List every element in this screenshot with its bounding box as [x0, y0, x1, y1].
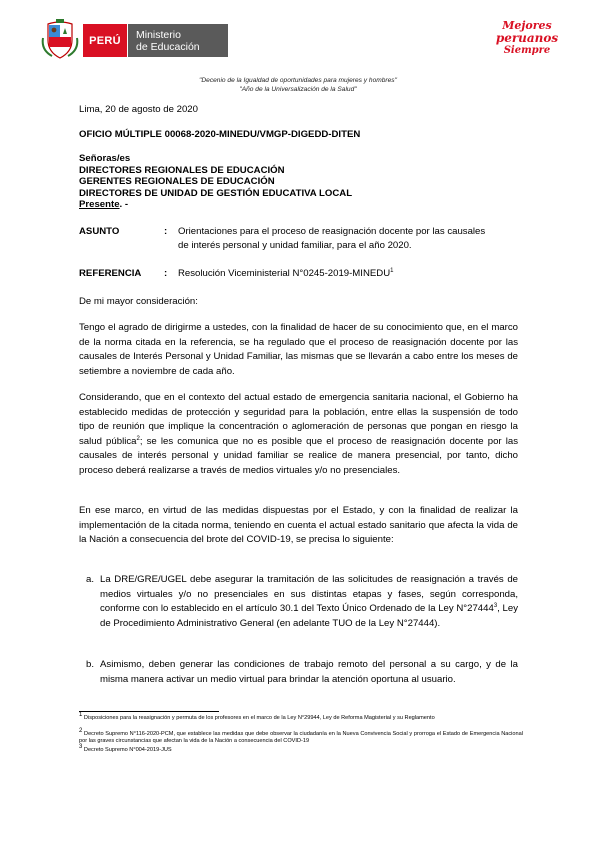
footnote-number: 3: [79, 744, 83, 751]
list-item-a-part-2: , Ley de Procedimiento Administrativo General (en adelante TUO de la Ley N°27444).: [100, 603, 518, 629]
footnote-1: [79, 712, 523, 722]
paragraph-1: Tengo el agrado de dirigirme a ustedes, con la finalidad de hacer de su conocimiento que, en el marco de la norma citada en la referencia, se ha regulado que el proceso de reasignación docente por las causales de Interés Personal y Unidad Familiar, las mismas que se llevarán a cabo entre los meses de setiembre a noviembre de cada año.: [79, 322, 518, 377]
ministry-brand-label: [128, 24, 228, 57]
asunto-line-2: de interés personal y unidad familiar, para el año 2020.: [178, 240, 412, 251]
logo-line-2: peruanos: [495, 31, 559, 45]
recipient-line: Señoras/es: [79, 153, 131, 164]
asunto-text: [178, 225, 523, 253]
list-item-a-part-1: La DRE/GRE/UGEL debe asegurar la tramitación de las solicitudes de reasignación a través de medios virtuales y/o no presenciales en sus distintas etapas y fases, según corresponda, conforme con lo establecido en el artículo 30.1 del Texto Único Ordenado de la Ley N°27444: [100, 574, 518, 615]
decade-line-1: "Decenio de la Igualdad de oportunidades para mujeres y hombres": [199, 77, 397, 84]
ministry-line-1: Ministerio: [136, 28, 181, 41]
recipient-line: DIRECTORES DE UNIDAD DE GESTIÓN EDUCATIVA LOCAL: [79, 187, 353, 199]
footnote-number: 2: [79, 728, 83, 735]
presente-suffix: . -: [119, 199, 129, 211]
mejores-peruanos-logo: [494, 20, 560, 62]
footnote-divider: [79, 711, 219, 712]
footnote-ref: 1: [390, 267, 394, 274]
asunto-line-1: Orientaciones para el proceso de reasignación docente por las causales: [178, 226, 486, 237]
logo-line-3: Siempre: [503, 45, 551, 56]
footnote-2: [79, 728, 523, 745]
list-marker-a: a.: [86, 574, 95, 585]
footnote-text: Disposiciones para la reasignación y permuta de los profesores en el marco de la Ley N°29944, Ley de Reforma Magisterial y su Reglamento: [83, 715, 435, 721]
asunto-colon: :: [164, 226, 168, 237]
recipients-block: [79, 153, 352, 211]
list-item-b: Asimismo, deben generar las condiciones de trabajo remoto del personal a su cargo, y de la misma manera activar un medio virtual para brindar la atención oportuna al usuario.: [100, 659, 518, 685]
paragraph-2-part-b: ; se les comunica que no es posible que el proceso de reasignación docente por las causales de interés personal y unidad familiar se realice de manera presencial, por tanto, dicho proceso deberá realizarse a través de medios virtuales y/o no presenciales.: [79, 435, 518, 476]
footnote-ref: 3: [493, 603, 498, 609]
ministry-line-2: de Educación: [136, 40, 200, 53]
presente-word: Presente: [79, 199, 120, 211]
referencia-text: [178, 267, 394, 281]
footnote-ref: 2: [136, 435, 140, 442]
paragraph-2-part-a: Considerando, que en el contexto del actual estado de emergencia sanitaria nacional, el Gobierno ha establecido medidas de protección y seguridad para la población, entre ellas la suspensión de todo tipo de reunión que implique la concentración o aglomeración de personas que pongan en riesgo la salud pública: [79, 392, 518, 447]
decade-motto: [0, 76, 596, 94]
list-item-a: [100, 573, 518, 631]
referencia-label: REFERENCIA: [79, 268, 142, 279]
greeting: De mi mayor consideración:: [79, 296, 198, 307]
footnote-number: 1: [79, 712, 83, 719]
paragraph-2: [79, 391, 518, 479]
referencia-value: Resolución Viceministerial N°0245-2019-MINEDU: [178, 268, 391, 279]
paragraph-3: En ese marco, en virtud de las medidas dispuestas por el Estado, y con la finalidad de realizar la implementación de la citada norma, teniendo en cuenta el actual estado sanitario que afecta la vida de la Nación a consecuencia del brote del COVID-19, se precisa lo siguiente:: [79, 505, 518, 546]
footnote-text: Decreto Supremo N°004-2019-JUS: [83, 747, 172, 753]
referencia-colon: :: [164, 268, 168, 279]
place-date: Lima, 20 de agosto de 2020: [79, 104, 198, 115]
list-marker-b: b.: [86, 659, 95, 670]
oficio-number: OFICIO MÚLTIPLE 00068-2020-MINEDU/VMGP-DIGEDD-DITEN: [79, 129, 361, 140]
asunto-label: ASUNTO: [79, 226, 120, 237]
decade-line-2: "Año de la Universalización de la Salud": [239, 86, 357, 93]
presente-line: [79, 199, 352, 211]
recipient-line: GERENTES REGIONALES DE EDUCACIÓN: [79, 176, 275, 188]
recipient-line: DIRECTORES REGIONALES DE EDUCACIÓN: [79, 164, 285, 176]
peru-coat-of-arms-icon: [40, 18, 80, 60]
peru-brand-label: PERÚ: [83, 24, 127, 57]
footnote-3: [79, 744, 523, 754]
logo-line-1: Mejores: [502, 19, 552, 32]
footnote-text: Decreto Supremo N°116-2020-PCM, que establece las medidas que debe observar la ciudadanía en la Nueva Convivencia Social y prorroga el Estado de Emergencia Nacional por las graves circunstancias que afectan la vida de la Nación a consecuencia del COVID-19: [79, 731, 523, 744]
